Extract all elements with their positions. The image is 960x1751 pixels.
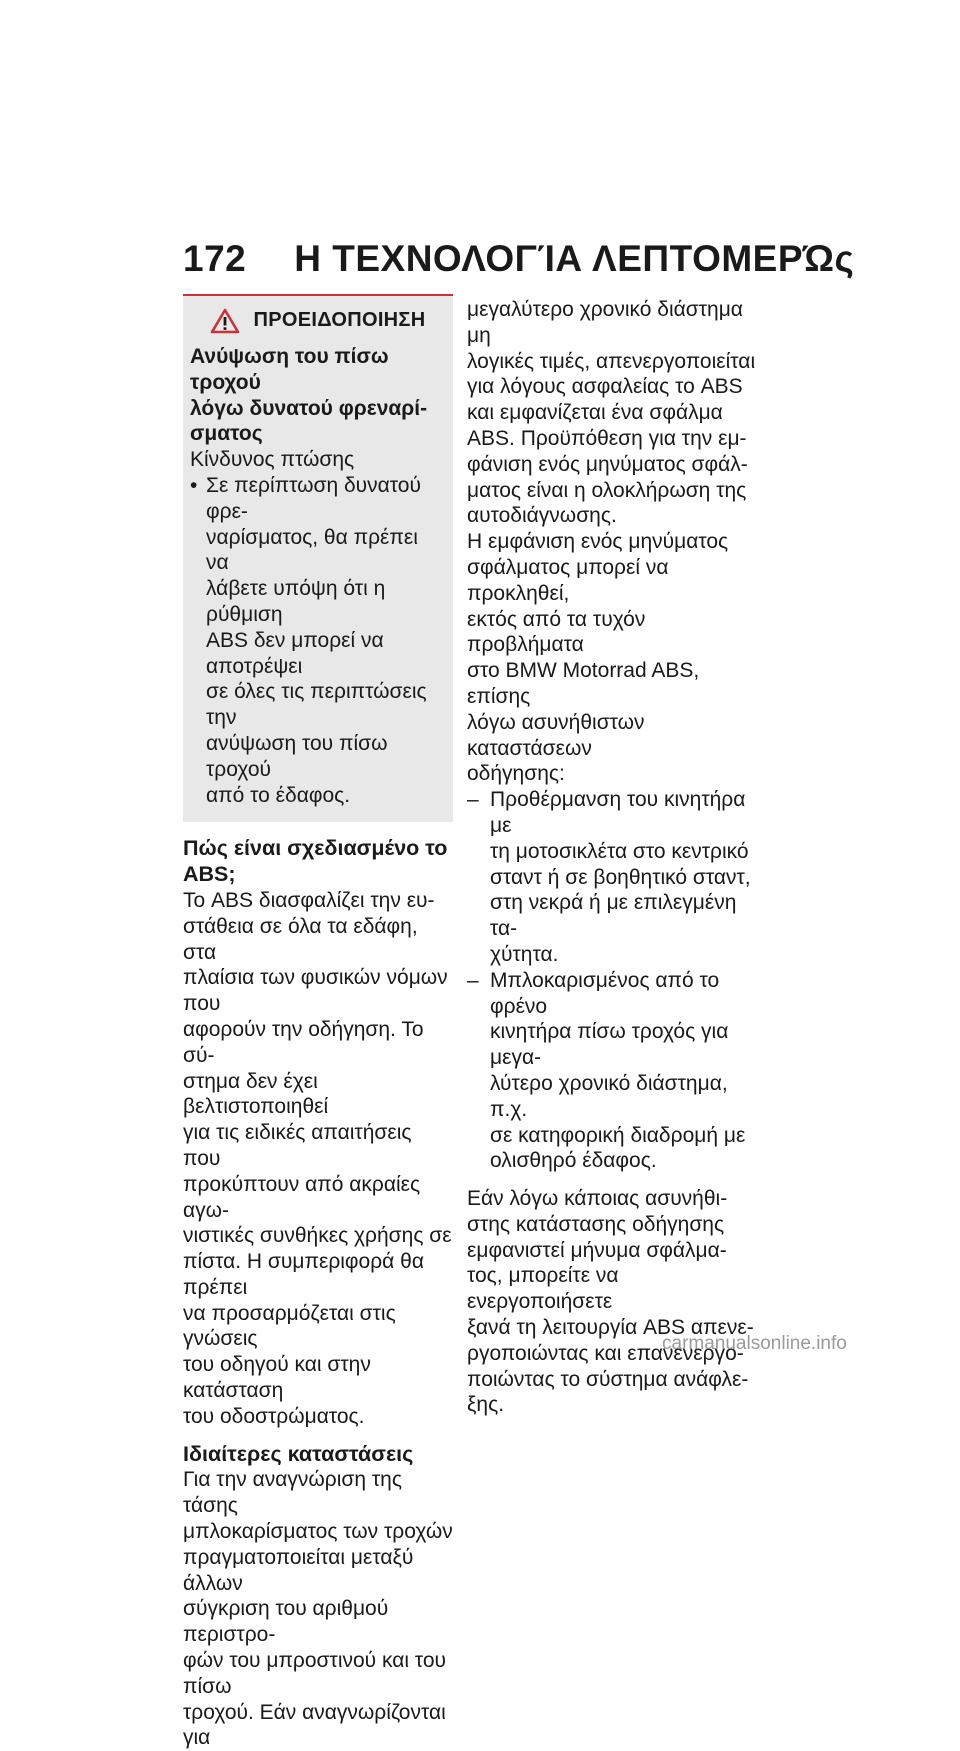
text-line: κινητήρα πίσω τροχός για μεγα- bbox=[490, 1020, 729, 1070]
bullet-line: Σε περίπτωση δυνατού φρε- bbox=[206, 473, 421, 523]
text-line: του οδηγού και στην κατάσταση bbox=[183, 1353, 371, 1403]
dash-text bbox=[490, 968, 757, 1174]
warning-box bbox=[183, 294, 453, 822]
heading-line: Πώς είναι σχεδιασμένο το bbox=[183, 836, 448, 861]
warning-bullet bbox=[190, 473, 445, 808]
heading-line: ABS; bbox=[183, 862, 236, 887]
text-line: να προσαρμόζεται στις γνώσεις bbox=[183, 1301, 396, 1351]
text-line: Εάν λόγω κάποιας ασυνήθι- bbox=[467, 1187, 728, 1211]
paragraph-abs-design bbox=[183, 888, 453, 1430]
bullet-line: από το έδαφος. bbox=[206, 783, 351, 807]
bullet-line: λάβετε υπόψη ότι η ρύθμιση bbox=[206, 577, 386, 626]
watermark-logo: carmanualsonline.info bbox=[662, 1333, 847, 1354]
dash-item-locked-wheel bbox=[467, 968, 757, 1174]
warning-header bbox=[190, 308, 445, 334]
text-line: εκτός από τα τυχόν προβλήματα bbox=[467, 607, 646, 657]
text-line: του οδοστρώματος. bbox=[183, 1404, 365, 1428]
text-line: πλαίσια των φυσικών νόμων που bbox=[183, 966, 448, 1016]
text-line: Μπλοκαρισμένος από το φρένο bbox=[490, 968, 720, 1018]
section-heading-abs-design bbox=[183, 836, 453, 888]
bullet-line: ABS δεν μπορεί να αποτρέψει bbox=[206, 628, 384, 678]
warning-label: ΠΡΟΕΙΔΟΠΟΙΗΣΗ bbox=[253, 309, 426, 332]
bullet-line: ναρίσματος, θα πρέπει να bbox=[206, 525, 418, 575]
text-line: σφάλματος μπορεί να προκληθεί, bbox=[467, 555, 669, 605]
paragraph-continued bbox=[467, 297, 757, 529]
section-heading-special-situations: Ιδιαίτερες καταστάσεις bbox=[183, 1441, 414, 1466]
warning-subtitle: Κίνδυνος πτώσης bbox=[190, 448, 355, 472]
text-line: για τις ειδικές απαιτήσεις που bbox=[183, 1121, 412, 1170]
text-line: σύγκριση του αριθμού περιστρο- bbox=[183, 1597, 389, 1647]
text-line: φάνιση ενός μηνύματος σφάλ- bbox=[467, 452, 748, 476]
text-line: οδήγησης: bbox=[467, 762, 565, 786]
text-line: αυτοδιάγνωσης. bbox=[467, 504, 617, 528]
text-line: νιστικές συνθήκες χρήσης σε bbox=[183, 1224, 452, 1248]
left-column bbox=[183, 294, 453, 1751]
bullet-line: ανύψωση του πίσω τροχού bbox=[206, 731, 388, 781]
dash-item-warmup bbox=[467, 787, 757, 968]
warning-title-line: Ανύψωση του πίσω τροχού bbox=[190, 345, 389, 394]
paragraph-reactivation bbox=[467, 1186, 757, 1418]
text-line: ποιώντας το σύστημα ανάφλε- bbox=[467, 1367, 749, 1391]
dash-mark: – bbox=[467, 968, 479, 992]
warning-triangle-icon bbox=[210, 308, 240, 334]
text-line: στημα δεν έχει βελτιστοποιηθεί bbox=[183, 1069, 329, 1119]
dash-mark: – bbox=[467, 788, 479, 812]
text-line: λογικές τιμές, απενεργοποιείται bbox=[467, 349, 756, 373]
text-line: Για την αναγνώριση της τάσης bbox=[183, 1468, 402, 1518]
text-line: τροχού. Εάν αναγνωρίζονται για bbox=[183, 1700, 446, 1750]
text-line: αφορούν την οδήγηση. Το σύ- bbox=[183, 1017, 424, 1067]
text-line: ξανά τη λειτουργία ABS απενε- bbox=[467, 1316, 754, 1340]
spacer bbox=[467, 1174, 757, 1186]
text-line: τη μοτοσικλέτα στο κεντρικό bbox=[490, 839, 749, 863]
bullet-text bbox=[206, 473, 445, 808]
text-line: και εμφανίζεται ένα σφάλμα bbox=[467, 401, 723, 425]
dash-text bbox=[490, 787, 757, 968]
warning-title-line: λόγω δυνατού φρεναρί- bbox=[190, 396, 428, 420]
text-line: στο BMW Motorrad ABS, επίσης bbox=[467, 659, 700, 708]
text-line: λύτερο χρονικό διάστημα, π.χ. bbox=[490, 1071, 728, 1121]
right-column bbox=[467, 297, 757, 1418]
text-line: πίστα. Η συμπεριφορά θα πρέπει bbox=[183, 1250, 424, 1299]
text-line: στη νεκρά ή με επιλεγμένη τα- bbox=[490, 891, 737, 941]
text-line: Προθέρμανση του κινητήρα με bbox=[490, 788, 746, 837]
chapter-title: Η ΤΕΧΝΟΛΟΓΊΑ ΛΕΠΤΟΜΕΡΏς bbox=[294, 238, 855, 279]
text-line: στάθεια σε όλα τα εδάφη, στα bbox=[183, 914, 418, 964]
text-line: σε κατηφορική διαδρομή με bbox=[490, 1123, 746, 1147]
text-line: ξης. bbox=[467, 1393, 505, 1417]
text-line: τος, μπορείτε να ενεργοποιήσετε bbox=[467, 1264, 619, 1314]
warning-title-line: σματος bbox=[190, 422, 263, 446]
text-line: μεγαλύτερο χρονικό διάστημα μη bbox=[467, 298, 743, 347]
text-line: φών του μπροστινού και του πίσω bbox=[183, 1649, 447, 1698]
text-line: για λόγους ασφαλείας το ABS bbox=[467, 375, 743, 399]
text-line: εμφανιστεί μήνυμα σφάλμα- bbox=[467, 1238, 727, 1262]
text-line: ABS. Προϋπόθεση για την εμ- bbox=[467, 426, 747, 450]
paragraph-error-causes bbox=[467, 529, 757, 787]
text-line: πραγματοποιείται μεταξύ άλλων bbox=[183, 1545, 414, 1595]
text-line: χύτητα. bbox=[490, 942, 559, 966]
text-line: λόγω ασυνήθιστων καταστάσεων bbox=[467, 710, 645, 760]
text-line: ματος είναι η ολοκλήρωση της bbox=[467, 478, 747, 502]
text-line: ολισθηρό έδαφος. bbox=[490, 1149, 657, 1173]
bullet-line: σε όλες τις περιπτώσεις την bbox=[206, 680, 427, 730]
text-line: μπλοκαρίσματος των τροχών bbox=[183, 1520, 453, 1544]
page-header bbox=[183, 238, 854, 280]
text-line: προκύπτουν από ακραίες αγω- bbox=[183, 1172, 421, 1222]
text-line: Η εμφάνιση ενός μηνύματος bbox=[467, 530, 729, 554]
bullet-mark: • bbox=[190, 473, 198, 497]
paragraph-special-situations bbox=[183, 1467, 453, 1751]
page-number: 172 bbox=[183, 238, 247, 279]
text-line: ργοποιώντας και επανενεργο- bbox=[467, 1341, 744, 1365]
text-line: σταντ ή σε βοηθητικό σταντ, bbox=[490, 865, 751, 889]
warning-title bbox=[190, 344, 445, 447]
text-line: στης κατάστασης οδήγησης bbox=[467, 1212, 725, 1236]
text-line: Το ABS διασφαλίζει την ευ- bbox=[183, 888, 435, 912]
